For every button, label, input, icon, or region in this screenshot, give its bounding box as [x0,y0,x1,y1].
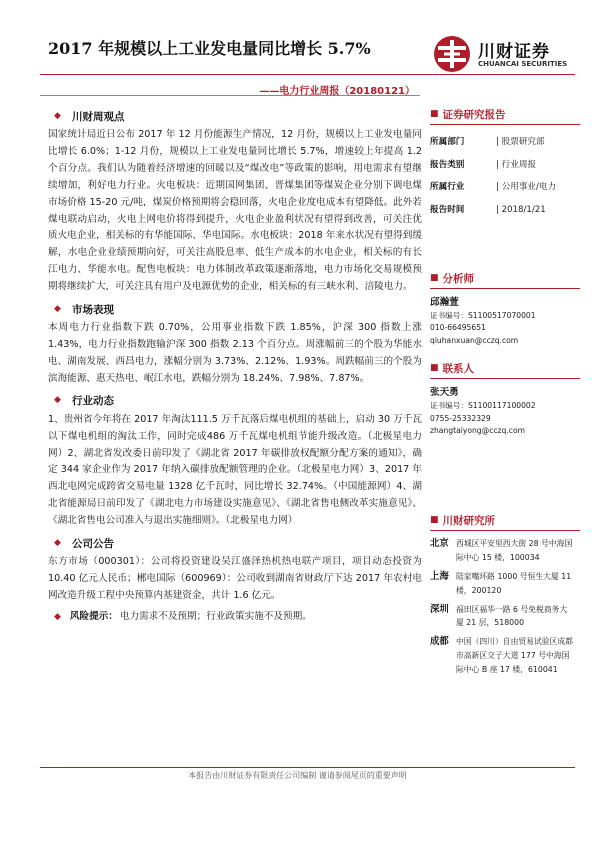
contact-email[interactable]: zhangtaiyong@cczq.com [430,426,525,436]
office-city: 深圳 [430,603,449,615]
brand-name-cn: 川财证券 [478,42,550,62]
section-header [48,300,422,318]
report-info-header [430,105,580,123]
contact-header [430,359,580,377]
diamond-bullet-icon: ◆ [54,611,61,622]
office-address: 陆家嘴环路 1000 号恒生大厦 11 楼，200120 [456,572,572,595]
info-row [430,176,580,199]
subtitle-divider [40,95,420,96]
square-bullet-icon: ■ [430,515,439,526]
info-row [430,199,580,222]
office-row [430,570,580,598]
footer-divider [40,767,575,768]
main-column [48,105,422,625]
diamond-bullet-icon: ◆ [54,537,61,548]
brand-name-en: CHUANCAI SECURITIES [478,60,568,68]
risk-text: 电力需求不及预期；行业政策实施不及预期。 [119,610,312,622]
section-industry-news [48,392,422,530]
analyst-cert: 证书编号：S1100517070001 [430,311,536,320]
analyst-phone: 010-66495651 [430,323,486,333]
section-title: 川财周观点 [72,110,125,123]
office-city: 北京 [430,538,449,550]
info-row [430,154,580,177]
report-title: 2017 年规模以上工业发电量同比增长 5.7% [48,39,371,58]
info-key: 所属部门 [430,137,465,147]
section-title: 行业动态 [72,395,114,408]
office-row [430,635,580,676]
header-divider [40,74,575,75]
report-subtitle: ——电力行业周报（20180121） [259,86,415,97]
info-value: | 2018/1/21 [496,204,546,215]
office-address: 中国（四川）自由贸易试验区成都市高新区交子大道 177 号中海国际中心 B 座 17 楼，610041 [456,637,573,674]
sidebar [430,105,580,682]
section-market-performance [48,300,422,388]
company-logo [432,34,572,74]
institute-title: 川财研究所 [442,514,496,527]
contact-title: 联系人 [442,362,475,375]
risk-label: 风险提示： [69,610,118,622]
section-company-announcements [48,534,422,605]
office-city: 上海 [430,571,449,583]
office-city: 成都 [430,636,449,648]
diamond-bullet-icon: ◆ [54,303,61,314]
section-title: 市场表现 [72,303,114,316]
info-value: | 股票研究部 [496,137,545,147]
square-bullet-icon: ■ [430,273,439,283]
analyst-name: 邱瀚萱 [430,297,459,308]
diamond-bullet-icon: ◆ [54,395,61,406]
info-row [430,131,580,154]
sidebar-divider [430,530,580,531]
info-value: | 行业周报 [496,159,537,170]
section-paragraph: 国家统计局近日公布 2017 年 12 月份能源生产情况，12 月份，规模以上工业发电量同比增长 6.0%；1-12 月份，规模以上工业发电量同比增长 5.7%，增速较上年提高 1.2 个百分点。我们认为随着经济增速的回暖以及“煤改电”等政策的影响，用电需求有望继续增加，利好电力行业。火电板块：近期国网集团、晋煤集团等煤炭企业分别下调电煤市场价格 15-20 元/吨，煤炭价格预期将会稳回落，火电企业度电成本有望降低。此外若煤电联动启动，火电上网电价将得到提升，火电企业盈利状况有望得到改善，可关注优质火电企业，相关标的有华能国际、华电国际。水电板块：2018 年来水状况有望得到缓解，水电企业业绩预期向好，可关注高股息率、低生产成本的水电企业，相关标的有长江电力、华能水电。配售电板块：电力体制改革政策逐渐落地，电力市场化交易规模预期将继续扩大，可关注具有用户及电源优势的企业，相关标的有三峡水利、涪陵电力。 [48,129,422,293]
office-address: 西城区平安里西大街 28 号中海国际中心 15 楼，100034 [456,539,573,563]
section-weekly-view [48,107,422,296]
section-paragraph: 1、贵州省今年将在 2017 年淘汰111.5 万千瓦落后煤电机组的基础上，启动 30 万千瓦以下煤电机组的淘汰工作，同时完成486 万千瓦煤电机组节能升级改造。（北极星电力网）2、湖北省发改委日前印发了《湖北省 2017 年碳排放权配额分配方案的通知》，确定 344 家企业作为 2017 年纳入碳排放配额管理的企业。（北极星电力网）3、2017 年西北电网完成跨省交易电量 1328 亿千瓦时，同比增长 32.74%。（中国能源网）4、湖北省能源局日前印发了《湖北电力市场建设实施意见》、《湖北省售电侧改革实施意见》、《湖北省售电公司准入与退出实施细则》。（北极星电力网） [48,413,422,527]
square-bullet-icon: ■ [430,109,439,119]
office-row [430,537,580,565]
section-paragraph: 本周电力行业指数下跌 0.70%，公用事业指数下跌 1.85%，沪深 300 指数上涨 1.43%，电力行业指数跑输沪深 300 指数 2.13 个百分点。周涨幅前三的个股为华能水电、湖南发展、西昌电力，涨幅分别为 3.73%、2.12%、1.93%。周跌幅前三的个股为滨海能源、惠天热电、岷江水电，跌幅分别为 18.24%、7.98%、7.87%。 [48,322,422,384]
section-title: 公司公告 [72,537,114,550]
analyst-title: 分析师 [442,272,475,285]
contact-name: 张天勇 [430,387,459,399]
contact-phone: 0755-25332329 [430,413,491,423]
institute-header [430,511,580,529]
risk-warning [48,609,422,625]
report-info-title: 证券研究报告 [442,108,506,121]
info-key: 报告类别 [430,159,465,170]
sidebar-divider [430,288,580,289]
section-header [48,107,422,125]
section-header [48,534,422,552]
diamond-bullet-icon: ◆ [54,110,61,121]
office-address: 福田区福华一路 6 号免税商务大厦 21 层，518000 [456,604,568,628]
office-row [430,603,580,631]
section-paragraph: 东方市场（000301）：公司将投资建设吴江盛泽热机热电联产项目，项目动态投资为 10.40 亿元人民币；郴电国际（600969）：公司收到湖南省财政厅下达 2017 年农村电网改造升级工程中央预算内基建资金，共计 1.6 亿元。 [48,556,422,601]
info-value: | 公用事业/电力 [496,182,557,192]
section-header [48,392,422,410]
footer-disclaimer: 本报告由川财证券有限责任公司编制 谨请参阅尾页的重要声明 [188,771,407,780]
info-key: 所属行业 [430,182,465,192]
sidebar-divider [430,124,580,125]
info-key: 报告时间 [430,204,465,215]
analyst-header [430,269,580,287]
sidebar-divider [430,378,580,379]
square-bullet-icon: ■ [430,363,439,374]
contact-cert: 证书编号：S1100117100002 [430,401,536,411]
analyst-email[interactable]: qiuhanxuan@cczq.com [430,335,519,345]
chuancai-logo-icon [432,34,472,74]
